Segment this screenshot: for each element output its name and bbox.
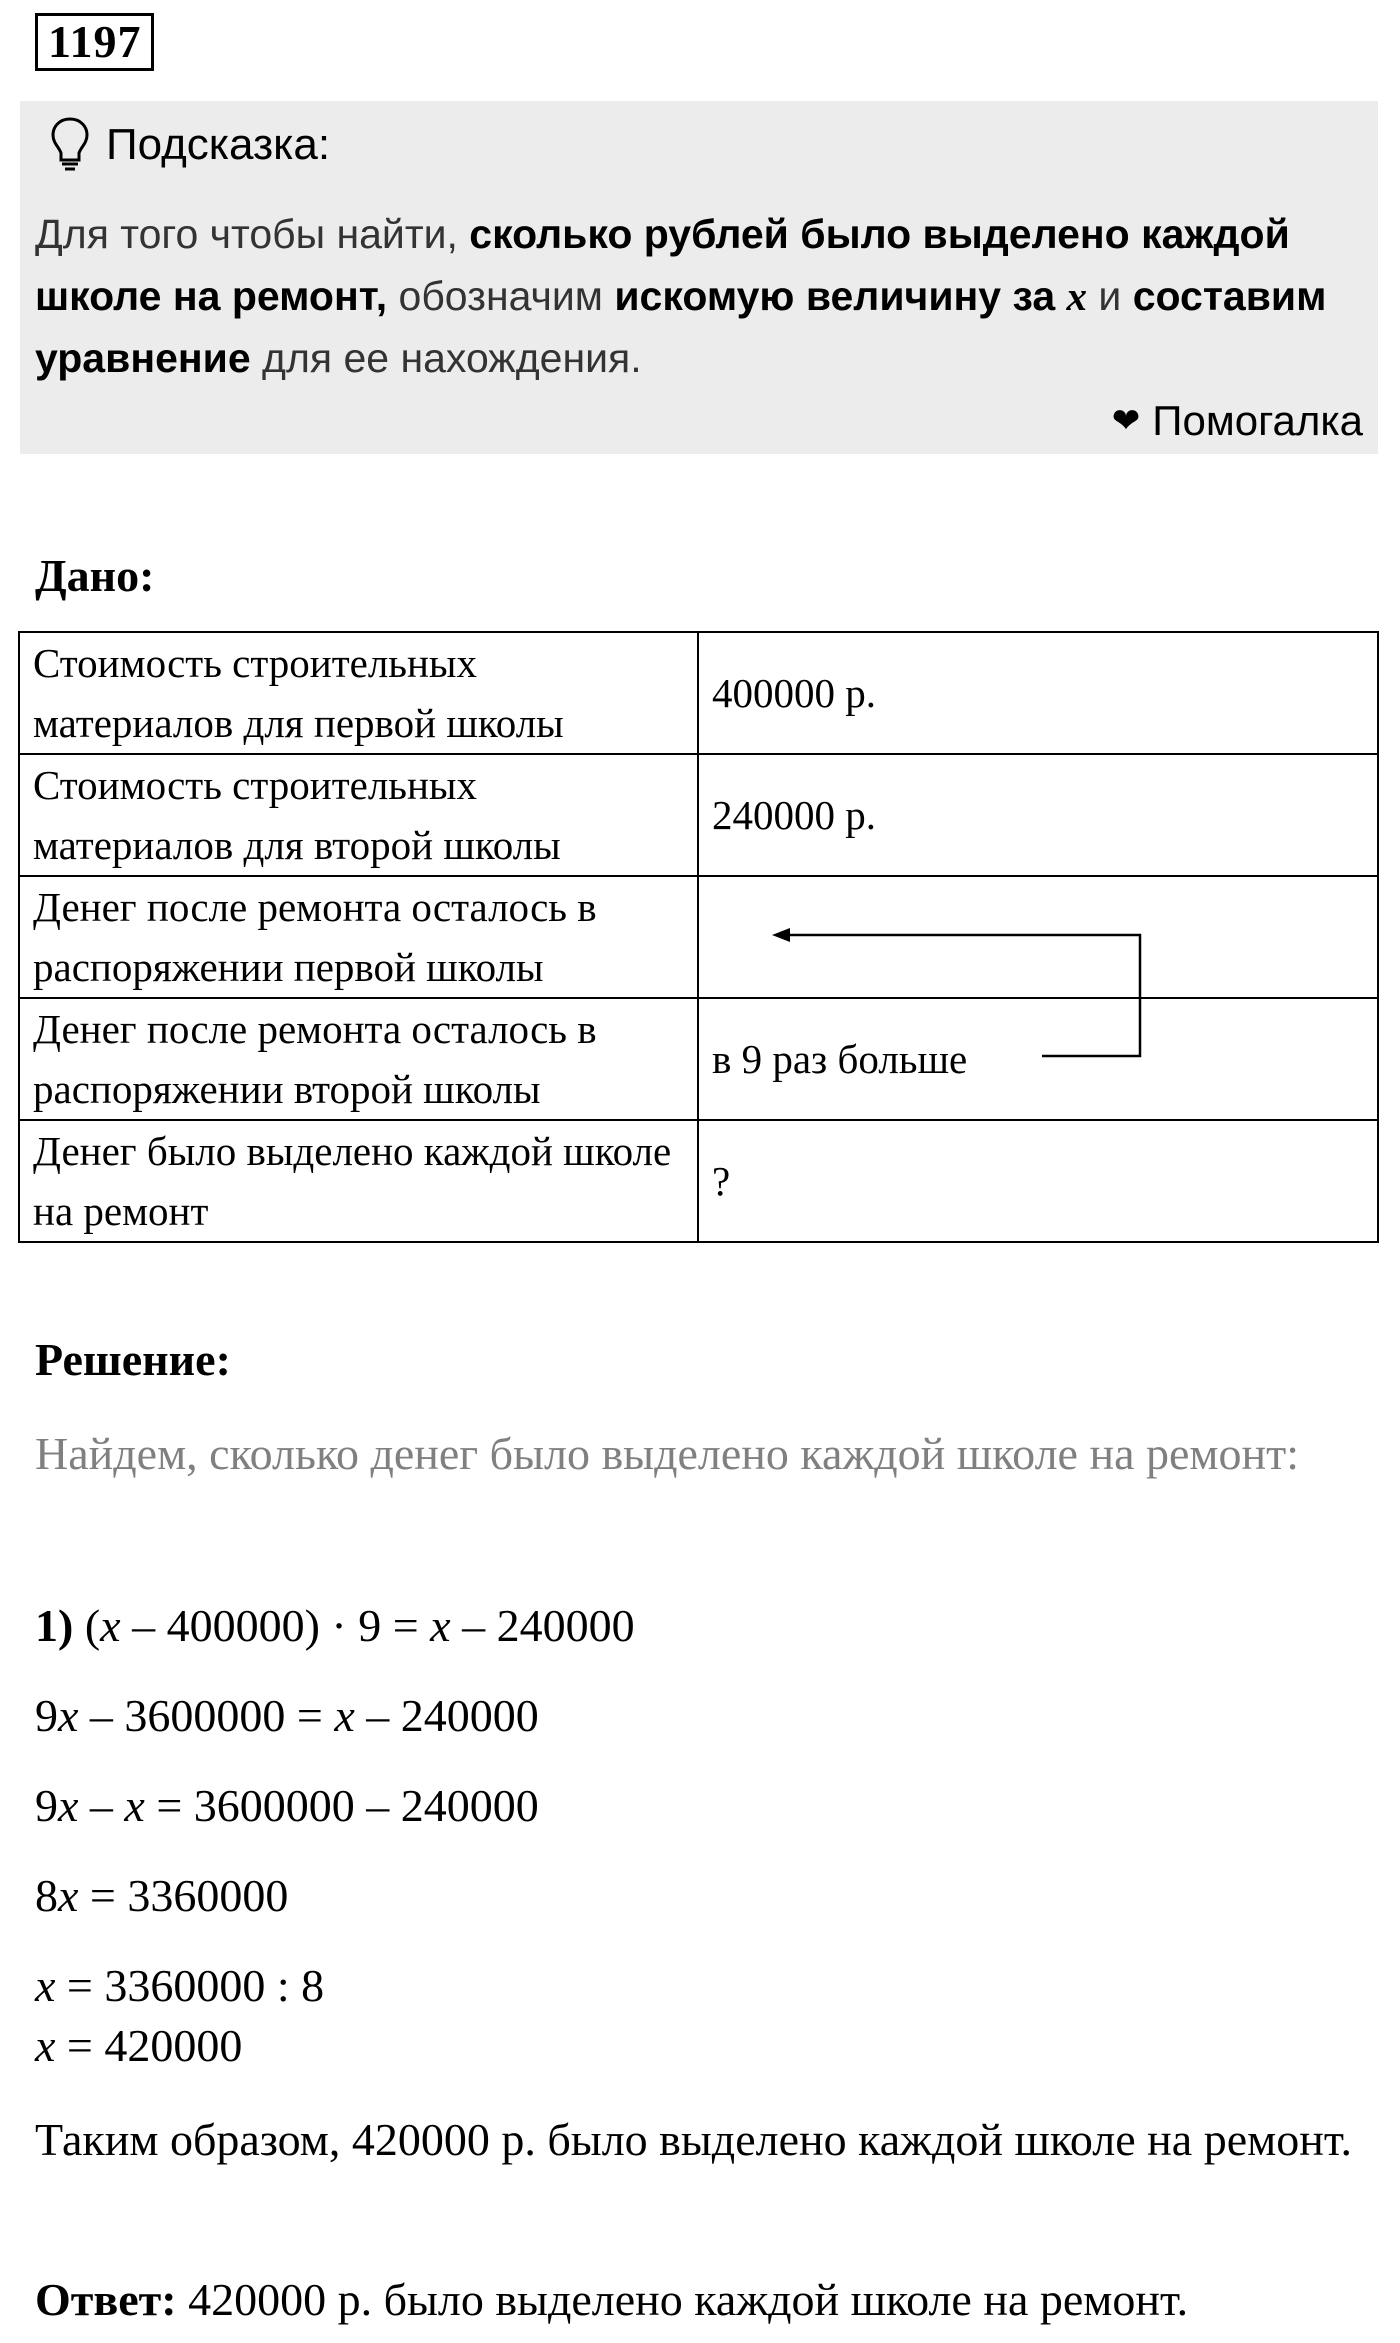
answer-label: Ответ: xyxy=(35,2274,177,2325)
heart-icon: ❤ xyxy=(1111,402,1141,440)
table-row xyxy=(19,1120,1378,1242)
given-value: ? xyxy=(698,1120,1378,1242)
given-label: Стоимость строительных материалов для первой школы xyxy=(19,632,698,754)
hint-text: Для того чтобы найти, сколько рублей было выделено каждой школе на ремонт, обозначим искомую величину за x и составим уравнение для ее нахождения. xyxy=(35,211,1327,381)
given-label: Денег после ремонта осталось в распоряжении первой школы xyxy=(19,876,698,998)
table-row xyxy=(19,876,1378,998)
equation-1: 1) (x – 400000) · 9 = x – 240000 xyxy=(35,1600,635,1651)
table-row xyxy=(19,754,1378,876)
given-value: 240000 р. xyxy=(698,754,1378,876)
given-value: 400000 р. xyxy=(698,632,1378,754)
table-row xyxy=(19,998,1378,1120)
equation-2: 9x – 3600000 = x – 240000 xyxy=(35,1690,539,1741)
solution-intro: Найдем, сколько денег было выделено каждой школе на ремонт: xyxy=(35,1428,1300,1479)
given-label: Стоимость строительных материалов для второй школы xyxy=(19,754,698,876)
lightbulb-icon xyxy=(50,116,90,174)
helper-credit xyxy=(1112,393,1363,449)
given-label: Денег после ремонта осталось в распоряжении второй школы xyxy=(19,998,698,1120)
given-table xyxy=(18,631,1379,1243)
conclusion: Таким образом, 420000 р. было выделено каждой школе на ремонт. xyxy=(35,2114,1352,2165)
equation-5: x = 3360000 : 8 xyxy=(35,1960,325,2011)
solution-title: Решение: xyxy=(35,1334,231,1385)
table-row xyxy=(19,632,1378,754)
hint-box xyxy=(20,101,1378,454)
equation-3: 9x – x = 3600000 – 240000 xyxy=(35,1780,539,1831)
helper-label: Помогалка xyxy=(1152,397,1363,444)
equation-6: x = 420000 xyxy=(35,2020,243,2071)
given-title: Дано: xyxy=(35,550,155,601)
hint-title: Подсказка: xyxy=(106,120,331,169)
given-value xyxy=(698,876,1378,998)
given-label: Денег было выделено каждой школе на ремонт xyxy=(19,1120,698,1242)
answer xyxy=(35,2270,1188,2330)
hint-header xyxy=(50,115,330,175)
equation-4: 8x = 3360000 xyxy=(35,1870,289,1921)
task-number: 1197 xyxy=(35,13,154,71)
answer-text: 420000 р. было выделено каждой школе на ремонт. xyxy=(176,2274,1189,2325)
given-value: в 9 раз больше xyxy=(698,998,1378,1120)
